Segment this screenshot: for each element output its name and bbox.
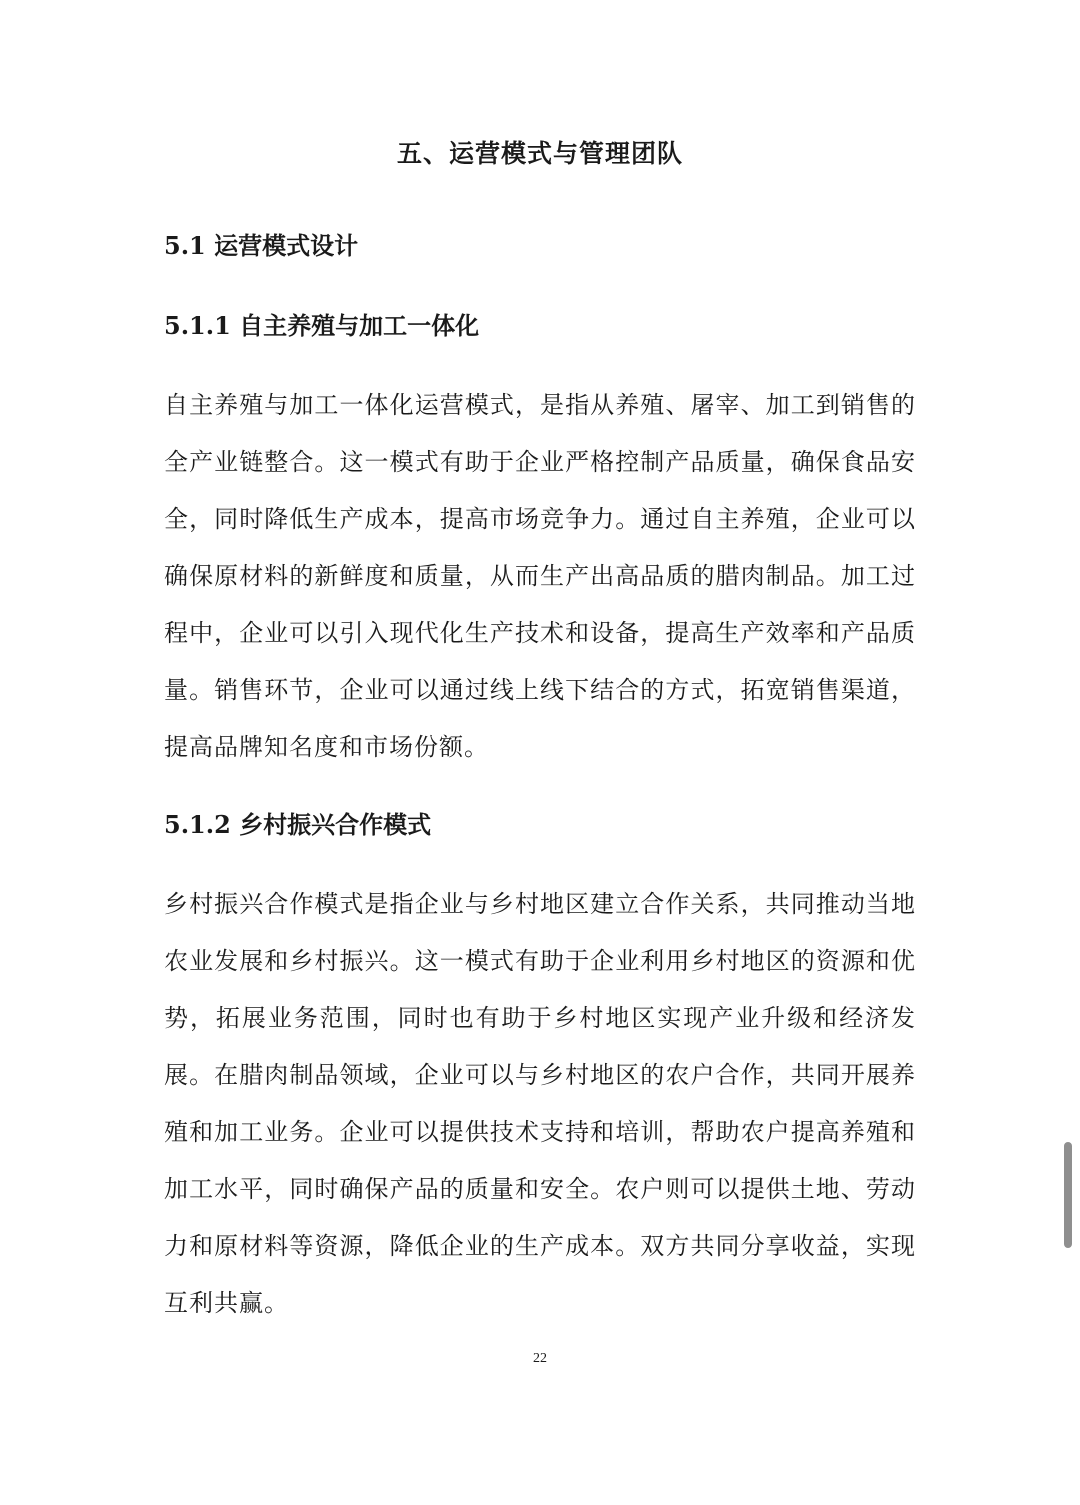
subsection-title-integration: 5.1.1 自主养殖与加工一体化 bbox=[164, 311, 480, 340]
paragraph-rural-cooperation: 乡村振兴合作模式是指企业与乡村地区建立合作关系，共同推动当地农业发展和乡村振兴。这一模式有助于企业利用乡村地区的资源和优势，拓展业务范围，同时也有助于乡村地区实现产业升级和经济发展。在腊肉制品领域，企业可以与乡村地区的农户合作，共同开展养殖和加工业务。企业可以提供技术支持和培训，帮助农户提高养殖和加工水平，同时确保产品的质量和安全。农户则可以提供土地、劳动力和原材料等资源，降低企业的生产成本。双方共同分享收益，实现互利共赢。 bbox=[164, 890, 916, 1317]
section-title: 5.1 运营模式设计 bbox=[164, 231, 359, 260]
chapter-title: 五、运营模式与管理团队 bbox=[396, 139, 683, 168]
subsection-title-rural-cooperation: 5.1.2 乡村振兴合作模式 bbox=[164, 810, 432, 839]
scrollbar-thumb[interactable] bbox=[1064, 1142, 1072, 1248]
paragraph-integration: 自主养殖与加工一体化运营模式，是指从养殖、屠宰、加工到销售的全产业链整合。这一模式有助于企业严格控制产品质量，确保食品安全，同时降低生产成本，提高市场竞争力。通过自主养殖，企业可以确保原材料的新鲜度和质量，从而生产出高品质的腊肉制品。加工过程中，企业可以引入现代化生产技术和设备，提高生产效率和产品质量。销售环节，企业可以通过线上线下结合的方式，拓宽销售渠道，提高品牌知名度和市场份额。 bbox=[164, 391, 916, 761]
page-number: 22 bbox=[533, 1351, 547, 1366]
